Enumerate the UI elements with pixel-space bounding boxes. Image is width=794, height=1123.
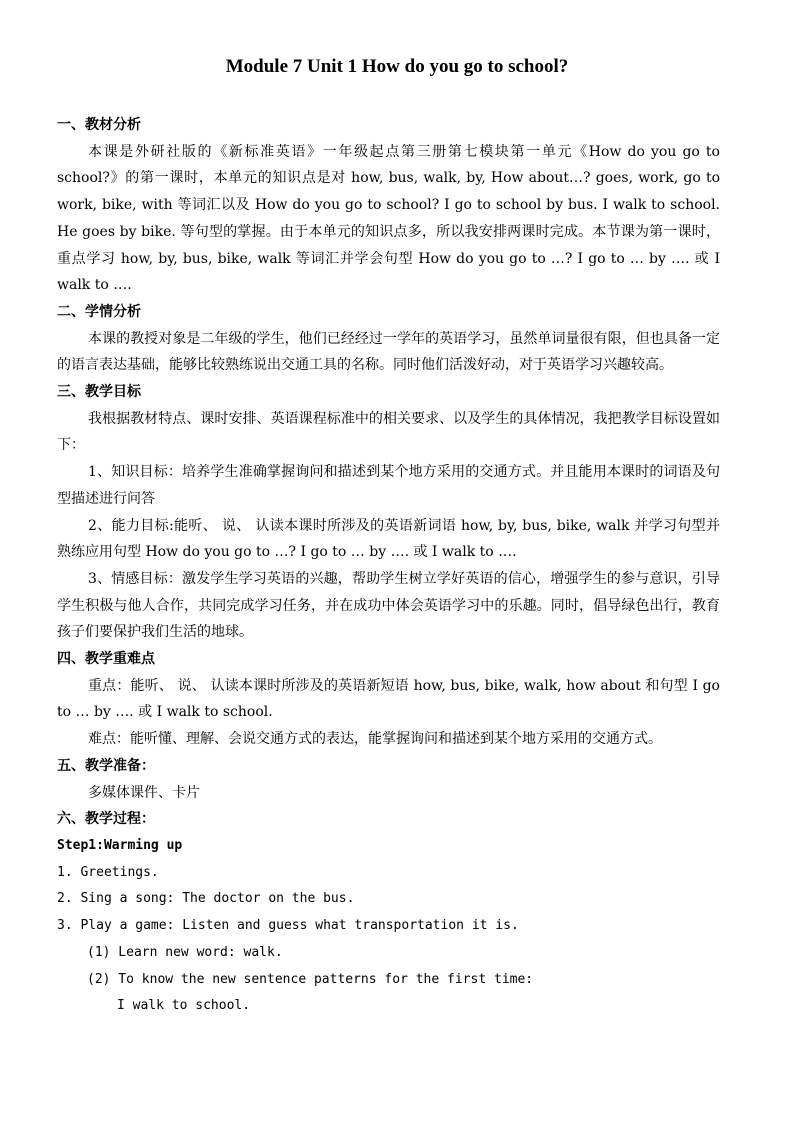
textbook-analysis-paragraph: 本课是外研社版的《新标准英语》一年级起点第三册第七模块第一单元《How do you go to school?》的第一课时，本单元的知识点是对 how, bus, walk, by, How about…? goes, work, go to work, bike, with 等词汇以及 How do you go to school? I go to school by bus. I walk to school. He goes by bike. 等句型的掌握。由于本单元的知识点多，所以我安排两课时完成。本节课为第一课时，重点学习 how, by, bus, bike, walk 等词汇并学会句型 How do you go to …? I go to … by …. 或 I walk to ….: [57, 143, 720, 294]
list-item: 1. Greetings.: [57, 864, 159, 880]
section-heading-textbook-analysis: 一、教材分析: [57, 117, 141, 133]
ability-objective-paragraph: 2、能力目标:能听、 说、 认读本课时所涉及的英语新词语 how, by, bus, bike, walk 并学习句型并熟练应用句型 How do you go to …? I go to … by …. 或 I walk to ….: [57, 517, 720, 561]
list-item: 2. Sing a song: The doctor on the bus.: [57, 891, 355, 907]
page-title: Module 7 Unit 1 How do you go to school?: [225, 56, 569, 77]
example-sentence: I walk to school.: [117, 998, 251, 1014]
sub-list-item: (1) Learn new word: walk.: [87, 944, 283, 960]
section-heading-key-points: 四、教学重难点: [57, 651, 155, 668]
section-heading-learner-analysis: 二、学情分析: [57, 303, 141, 320]
preparation-paragraph: 多媒体课件、卡片: [88, 784, 200, 801]
knowledge-objective-paragraph: 1、知识目标：培养学生准确掌握询问和描述到某个地方采用的交通方式。并且能用本课时的词语及句型描述进行问答: [57, 464, 720, 507]
objectives-intro-paragraph: 我根据教材特点、课时安排、英语课程标准中的相关要求、以及学生的具体情况，我把教学目标设置如下：: [57, 410, 720, 454]
section-heading-preparation: 五、教学准备：: [57, 757, 155, 774]
difficult-points-paragraph: 难点：能听懂、理解、会说交通方式的表达，能掌握询问和描述到某个地方采用的交通方式。: [88, 731, 662, 748]
document-body: [57, 112, 720, 1020]
emotion-objective-paragraph: 3、情感目标：激发学生学习英语的兴趣，帮助学生树立学好英语的信心，增强学生的参与意识，引导学生积极与他人合作，共同完成学习任务，并在成功中体会英语学习中的乐趣。同时，倡导绿色出行，教育孩子们要保护我们生活的地球。: [57, 570, 720, 641]
step-heading: Step1:Warming up: [57, 837, 183, 853]
section-heading-teaching-objectives: 三、教学目标: [57, 384, 141, 401]
list-item: 3. Play a game: Listen and guess what transportation it is.: [57, 918, 519, 934]
key-points-paragraph: 重点：能听、 说、 认读本课时所涉及的英语新短语 how, bus, bike, walk, how about 和句型 I go to … by …. 或 I walk to school.: [57, 677, 720, 721]
sub-list-item: (2) To know the new sentence patterns for the first time:: [87, 971, 534, 987]
learner-analysis-paragraph: 本课的教授对象是二年级的学生，他们已经经过一学年的英语学习，虽然单词量很有限，但也具备一定的语言表达基础，能够比较熟练说出交通工具的名称。同时他们活泼好动，对于英语学习兴趣较高。: [57, 330, 720, 374]
section-heading-teaching-process: 六、教学过程：: [57, 811, 155, 828]
